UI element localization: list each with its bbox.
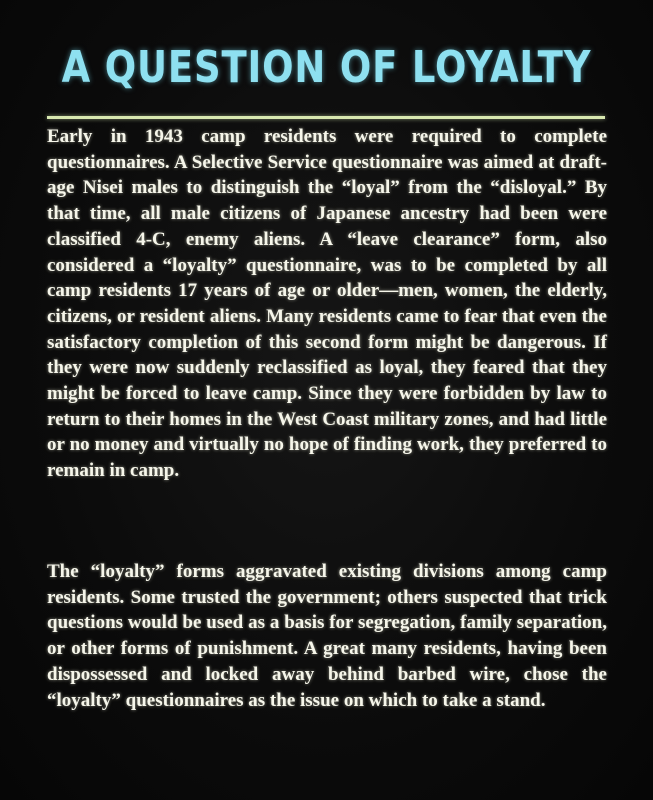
sign-paragraph-1: Early in 1943 camp residents were required to complete questionnaires. A Selective Service questionnaire was aimed at draft-age Nisei males to distinguish the “loyal” from the “disloyal.” By that time, all male citizens of Japanese ancestry had been were classified 4-C, enemy aliens. A “leave clearance” form, also considered a “loyalty” questionnaire, was to be completed by all camp residents 17 years of age or older—men, women, the elderly, citizens, or resident aliens. Many residents came to fear that even the satisfactory completion of this second form might be dangerous. If they were now suddenly reclassified as loyal, they feared that they might be forced to leave camp. Since they were forbidden by law to return to their homes in the West Coast military zones, and had little or no money and virtually no hope of finding work, they preferred to remain in camp. (47, 126, 607, 482)
title-divider (47, 116, 605, 119)
sign-paragraph-2: The “loyalty” forms aggravated existing divisions among camp residents. Some trusted the government; others suspected that trick questions would be used as a basis for segregation, family separation, or other forms of punishment. A great many residents, having been dispossessed and locked away behind barbed wire, chose the “loyalty” questionnaires as the issue on which to take a stand. (47, 561, 607, 711)
sign-title: A QUESTION OF LOYALTY (61, 42, 592, 93)
